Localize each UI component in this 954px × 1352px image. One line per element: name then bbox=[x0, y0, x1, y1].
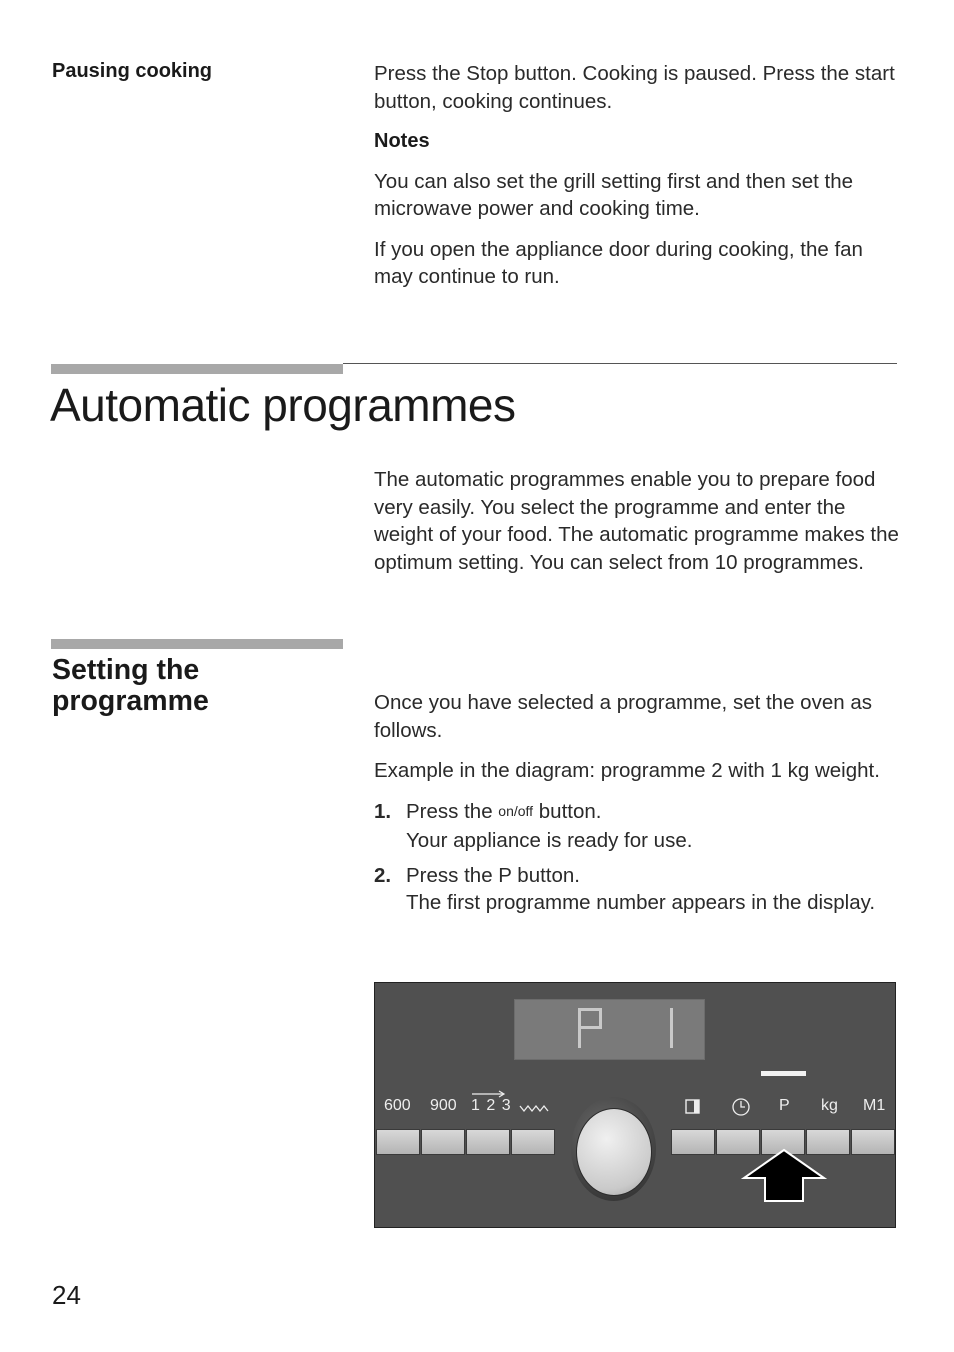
subsection-rule bbox=[51, 639, 343, 649]
page-number: 24 bbox=[52, 1280, 81, 1310]
up-arrow-icon bbox=[741, 1148, 827, 1204]
control-panel-diagram bbox=[374, 982, 896, 1228]
grill-wave-icon bbox=[518, 1103, 552, 1113]
arrow-right-icon bbox=[471, 1090, 507, 1098]
step-text-pre: Press the bbox=[406, 863, 499, 887]
clock-icon bbox=[731, 1097, 751, 1117]
pausing-cooking-text: Press the Stop button. Cooking is paused. Press the start button, cooking continues. bbox=[374, 62, 895, 113]
step-number: 1. bbox=[374, 799, 392, 823]
pausing-cooking-label: Pausing cooking bbox=[52, 60, 213, 82]
selected-indicator bbox=[761, 1071, 806, 1076]
section-rule-thick bbox=[51, 364, 343, 374]
button-900[interactable] bbox=[421, 1129, 465, 1155]
step-subtext: Your appliance is ready for use. bbox=[406, 829, 693, 852]
section-rule-thin bbox=[343, 363, 897, 364]
label-m1: M1 bbox=[863, 1097, 886, 1114]
note-grill-first: You can also set the grill setting first and then set the microwave power and cooking time. bbox=[374, 169, 854, 220]
step-2 bbox=[374, 862, 904, 917]
label-kg: kg bbox=[821, 1097, 838, 1114]
step-text-post: button. bbox=[533, 799, 602, 823]
button-door[interactable] bbox=[671, 1129, 715, 1155]
display-p1 bbox=[514, 999, 705, 1060]
setting-intro: Once you have selected a programme, set the oven as follows. bbox=[374, 691, 872, 742]
label-900: 900 bbox=[430, 1097, 457, 1114]
page-title: Automatic programmes bbox=[50, 379, 516, 431]
setting-example: Example in the diagram: programme 2 with 1 kg weight. bbox=[374, 759, 880, 782]
note-door-fan: If you open the appliance door during cooking, the fan may continue to run. bbox=[374, 237, 863, 288]
rotary-knob[interactable] bbox=[576, 1108, 652, 1196]
setting-content bbox=[374, 689, 904, 924]
step-number: 2. bbox=[374, 863, 392, 887]
button-m1[interactable] bbox=[851, 1129, 895, 1155]
step-subtext: The first programme number appears in the display. bbox=[406, 891, 876, 914]
label-123: 1 2 3 bbox=[471, 1097, 512, 1114]
on-off-key-label: on/off bbox=[498, 802, 534, 819]
label-p: P bbox=[779, 1097, 790, 1114]
button-grill[interactable] bbox=[511, 1129, 555, 1155]
door-icon bbox=[684, 1098, 702, 1116]
automatic-intro: The automatic programmes enable you to prepare food very easily. You select the programme and enter the weight of your food. The automatic programme makes the optimum setting. You can select from 10 programmes. bbox=[374, 468, 899, 574]
step-text-pre: Press the bbox=[406, 799, 499, 823]
notes-heading: Notes bbox=[374, 130, 430, 152]
button-programme-select[interactable] bbox=[466, 1129, 510, 1155]
subsection-title: Setting the programme bbox=[52, 654, 209, 717]
steps-list bbox=[374, 798, 904, 917]
step-1 bbox=[374, 798, 904, 855]
button-600[interactable] bbox=[376, 1129, 420, 1155]
label-600: 600 bbox=[384, 1097, 411, 1114]
pausing-cooking-content bbox=[374, 60, 904, 304]
p-key-label: P bbox=[498, 863, 512, 887]
step-text-post: button. bbox=[511, 863, 580, 887]
